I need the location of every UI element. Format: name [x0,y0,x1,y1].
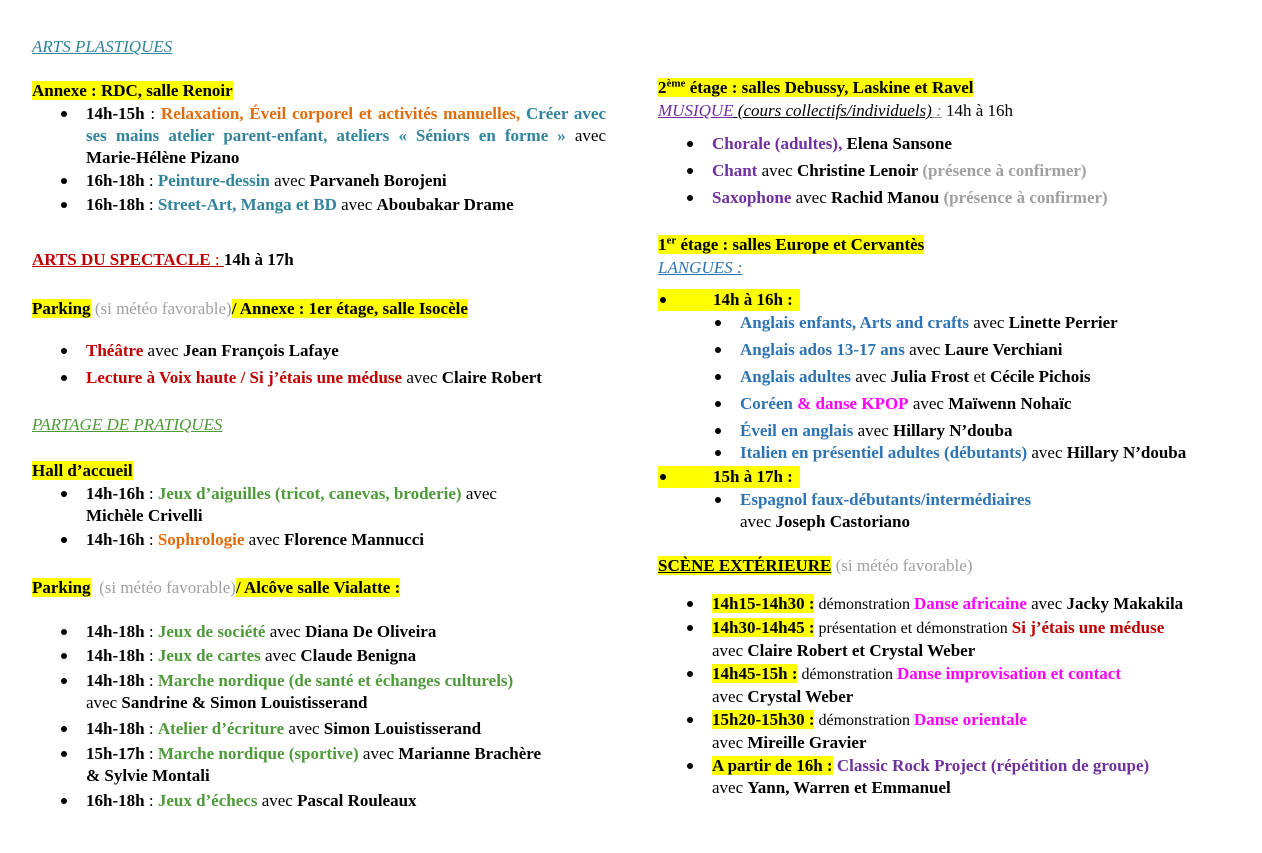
partage-list [32,483,606,551]
list-item: 14h-16h : Jeux d’aiguilles (tricot, canevas, broderie) avec Michèle Crivelli [32,483,606,527]
list-item: 15h-17h : Marche nordique (sportive) avec Marianne Brachère & Sylvie Montali [32,743,606,787]
scene-list [658,593,1242,799]
arts-plastiques-list [32,103,606,216]
list-item: 14h45-15h : démonstration Danse improvisation et contact avec Crystal Weber [658,663,1242,708]
bullet-icon [715,497,721,503]
section-title: SCÈNE EXTÉRIEURE [658,556,832,575]
bullet-icon [687,763,693,769]
list-item: 16h-18h : Street-Art, Manga et BD avec Aboubakar Drame [32,194,606,216]
list-item: 14h-18h : Jeux de cartes avec Claude Benigna [32,645,606,667]
bullet-icon [687,671,693,677]
list-item: Saxophone avec Rachid Manou (présence à confirmer) [658,187,1242,209]
bullet-icon [687,625,693,631]
bullet-icon [61,653,67,659]
arts-plastiques-title [32,36,606,58]
bullet-icon [715,347,721,353]
bullet-icon [61,111,67,117]
bullet-icon [61,348,67,354]
musique-list [658,133,1242,209]
section-title: LANGUES : [658,258,743,277]
list-item: Chorale (adultes), Elena Sansone [658,133,1242,155]
list-item: 14h-15h : Relaxation, Éveil corporel et activités manuelles, Créer avec ses mains atelier parent-enfant, ateliers « Séniors en forme » avec Marie-Hélène Pizano [32,103,606,169]
list-item: 16h-18h : Peinture-dessin avec Parvaneh Borojeni [32,170,606,192]
section-title: ARTS DU SPECTACLE [32,250,211,269]
list-item: 15h20-15h30 : démonstration Danse orientale avec Mireille Gravier [658,709,1242,754]
bullet-icon [61,202,67,208]
arts-spectacle-title: ARTS DU SPECTACLE : 14h à 17h [32,250,294,269]
bullet-icon [687,195,693,201]
list-item: Théâtre avec Jean François Lafaye [32,340,606,362]
section-title: PARTAGE DE PRATIQUES [32,415,223,434]
bullet-icon [687,168,693,174]
list-item: Italien en présentiel adultes (débutants) avec Hillary N’douba [686,442,1242,464]
bullet-icon [61,178,67,184]
partage-list-2 [32,621,606,812]
list-item: Anglais enfants, Arts and crafts avec Linette Perrier [686,312,1242,334]
bullet-icon [687,717,693,723]
bullet-icon [715,428,721,434]
bullet-icon [660,474,666,480]
arts-spectacle-location: Parking (si météo favorable)/ Annexe : 1er étage, salle Isocèle [32,299,468,318]
list-item: A partir de 16h : Classic Rock Project (répétition de groupe) avec Yann, Warren et Emmanuel [658,755,1242,799]
section-title: MUSIQUE [658,101,734,120]
bullet-icon [715,320,721,326]
bullet-icon [61,375,67,381]
bullet-icon [61,798,67,804]
list-item: Anglais adultes avec Julia Frost et Cécile Pichois [686,366,1242,388]
list-item: 14h-18h : Marche nordique (de santé et échanges culturels) avec Sandrine & Simon Louistisserand [32,670,606,714]
list-item: Espagnol faux-débutants/intermédiaires avec Joseph Castoriano [686,489,1242,533]
bullet-icon [687,141,693,147]
langues-slot-1: 14h à 16h : [658,289,800,311]
bullet-icon [61,726,67,732]
list-item: 16h-18h : Jeux d’échecs avec Pascal Rouleaux [32,790,606,812]
arts-spectacle-list [32,340,606,389]
list-item: Éveil en anglais avec Hillary N’douba [686,420,1242,442]
section-title: ARTS PLASTIQUES [32,37,173,56]
bullet-icon [61,629,67,635]
bullet-icon [61,751,67,757]
scene-title: SCÈNE EXTÉRIEURE (si météo favorable) [658,556,973,575]
bullet-icon [687,601,693,607]
bullet-icon [715,450,721,456]
arts-plastiques-location [32,80,606,102]
list-item: 14h-18h : Atelier d’écriture avec Simon Louistisserand [32,718,606,740]
bullet-icon [61,537,67,543]
list-item: Coréen & danse KPOP avec Maïwenn Nohaïc [686,393,1242,415]
list-item: 14h-18h : Jeux de société avec Diana De Oliveira [32,621,606,643]
bullet-icon [61,491,67,497]
langues-title [658,257,1242,279]
bullet-icon [715,374,721,380]
list-item: Anglais ados 13-17 ans avec Laure Verchiani [686,339,1242,361]
langues-location: 1er étage : salles Europe et Cervantès [658,234,925,254]
bullet-icon [61,678,67,684]
langues-list-1 [686,312,1242,464]
partage-title [32,414,606,436]
partage-location: Hall d’accueil [32,461,133,480]
langues-slot-2: 15h à 17h : [658,466,800,488]
langues-list-2 [686,489,1242,533]
list-item: Lecture à Voix haute / Si j’étais une méduse avec Claire Robert [32,367,606,389]
list-item: 14h15-14h30 : démonstration Danse africaine avec Jacky Makakila [658,593,1242,616]
bullet-icon [660,297,666,303]
bullet-icon [715,401,721,407]
musique-location: 2ème étage : salles Debussy, Laskine et Ravel [658,77,974,97]
location-label: Annexe : RDC, salle Renoir [32,81,233,100]
list-item: 14h-16h : Sophrologie avec Florence Mannucci [32,529,606,551]
list-item: 14h30-14h45 : présentation et démonstration Si j’étais une méduse avec Claire Robert et Crystal Weber [658,617,1242,662]
partage-location-2: Parking (si météo favorable)/ Alcôve salle Vialatte : [32,578,401,597]
list-item: Chant avec Christine Lenoir (présence à confirmer) [658,160,1242,182]
musique-title: MUSIQUE (cours collectifs/individuels) : 14h à 16h [658,101,1014,120]
